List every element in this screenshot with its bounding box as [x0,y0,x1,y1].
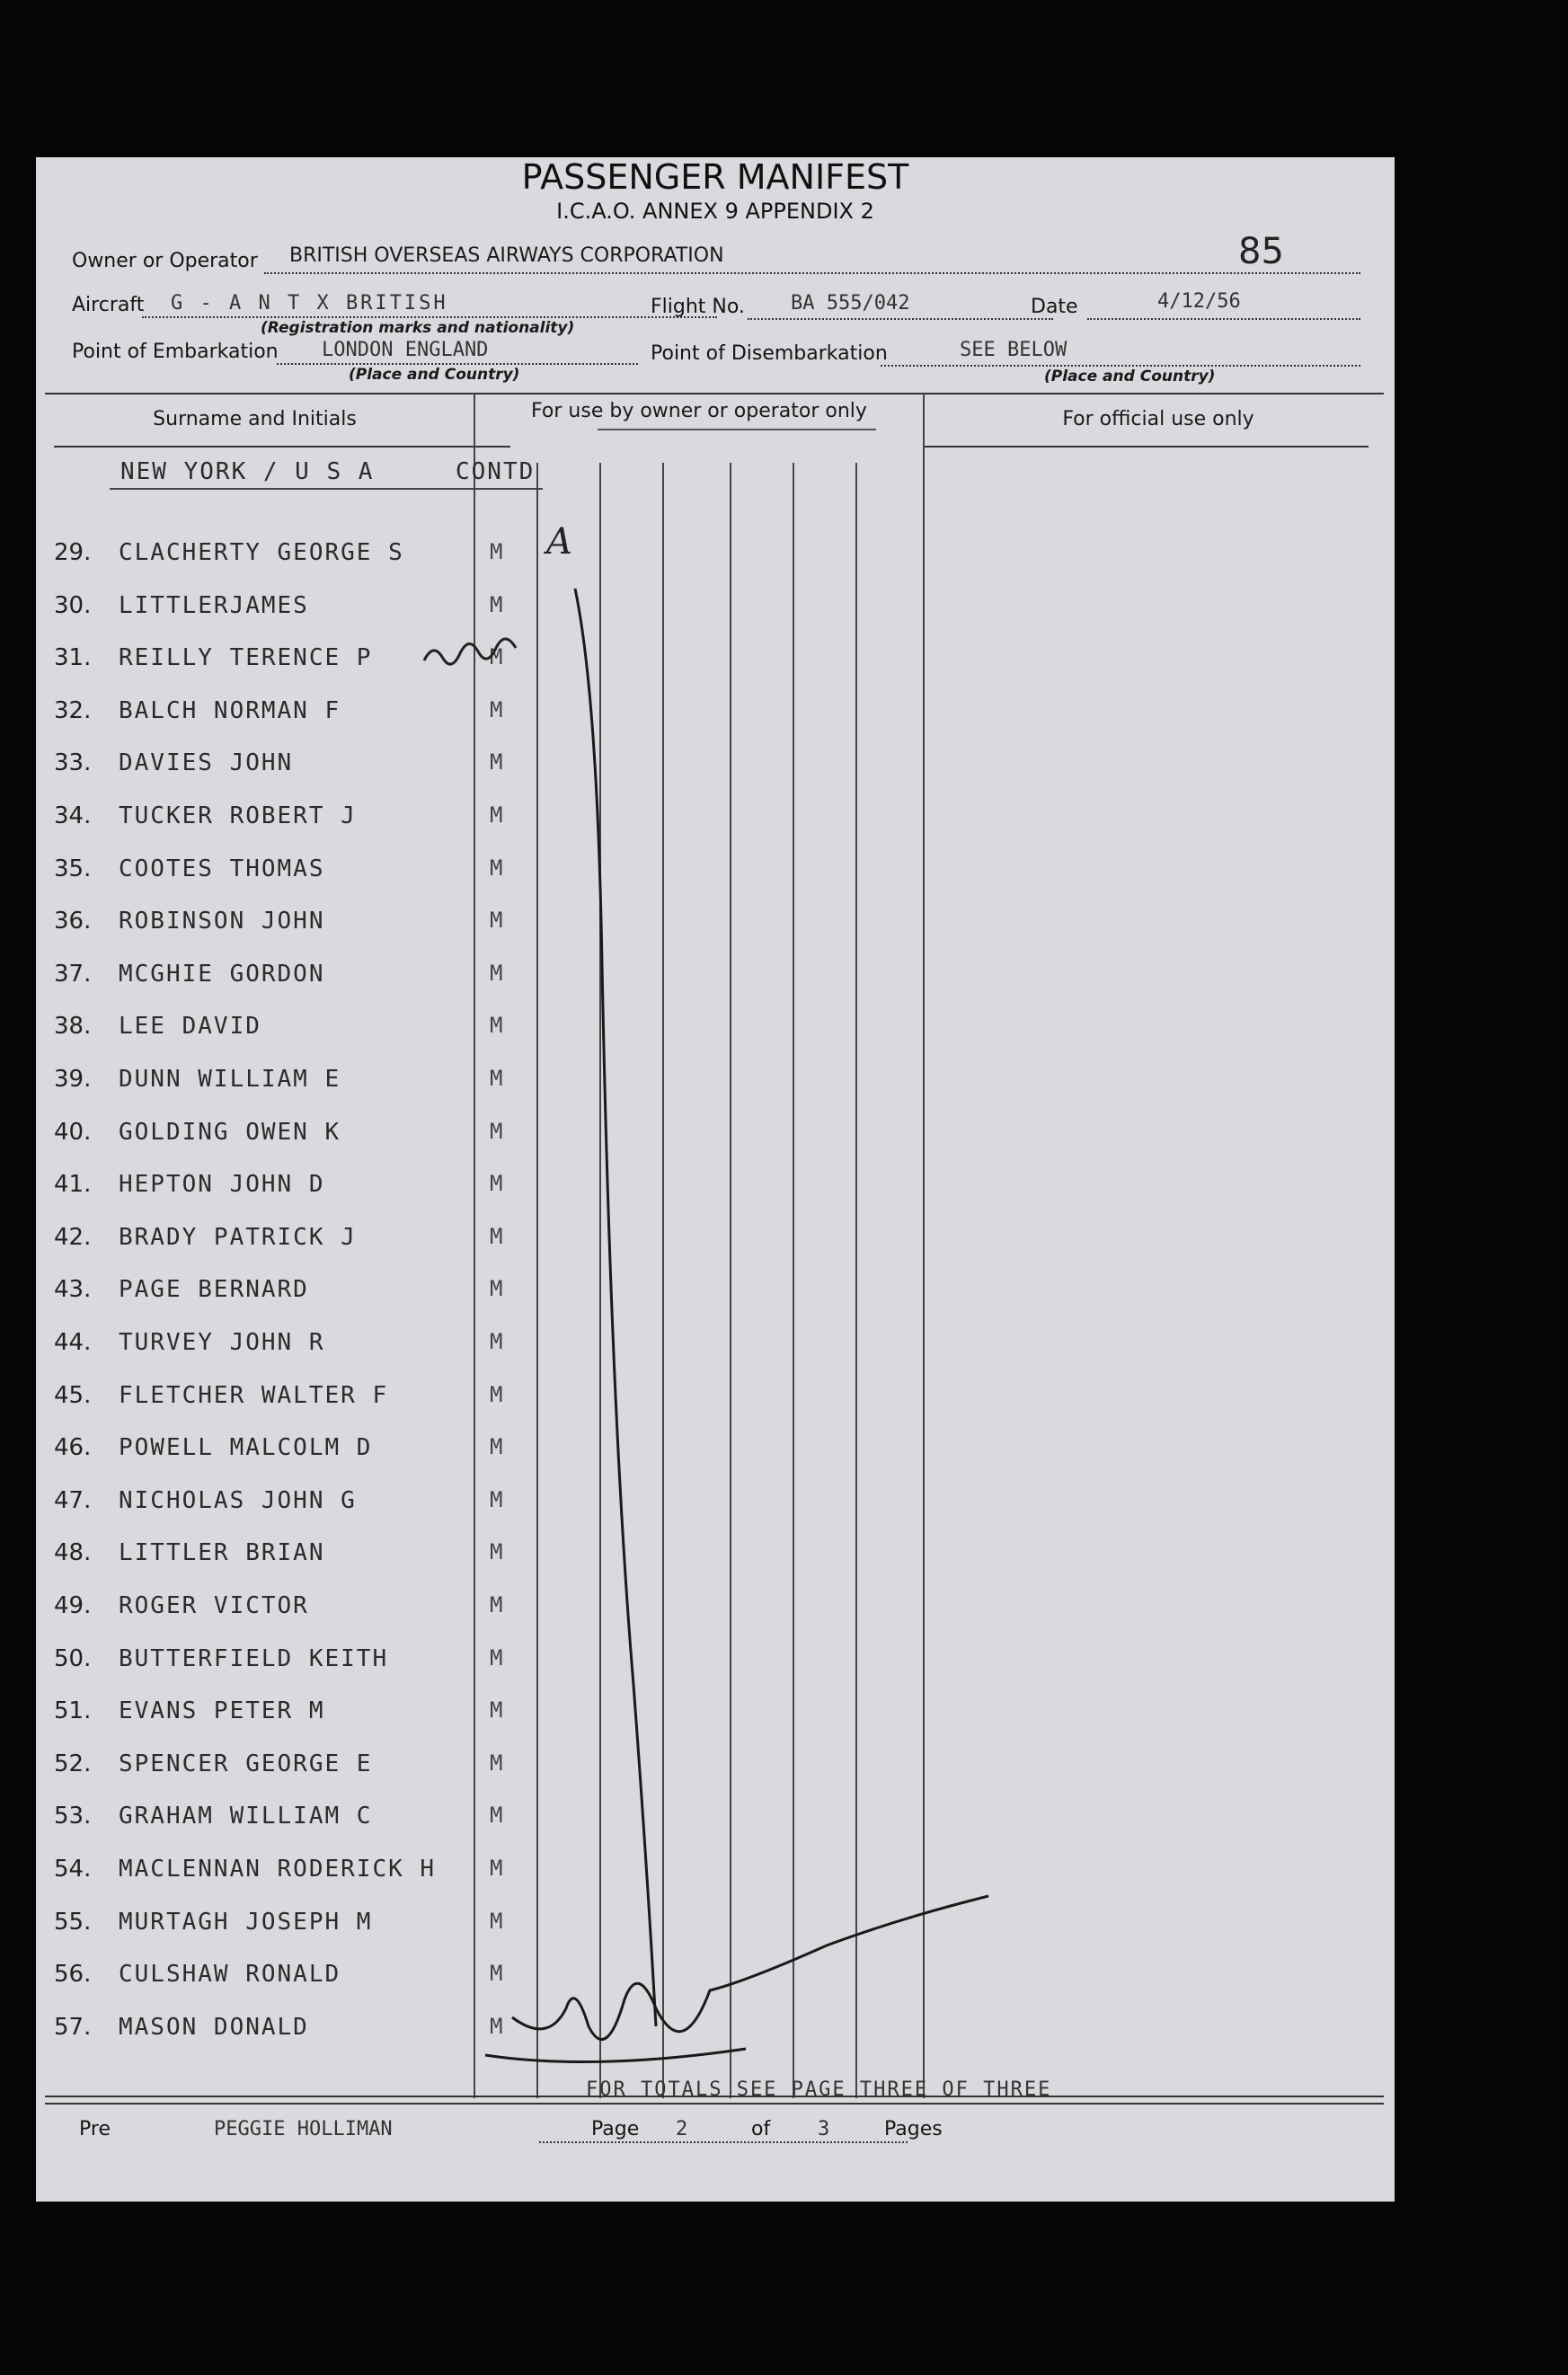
handwritten-mark-a: A [546,521,572,563]
passenger-number: 29. [54,539,92,566]
passenger-name: ROBINSON JOHN [119,908,325,935]
disembarkation-value: SEE BELOW [960,339,1067,361]
page-dotted-line [539,2141,908,2143]
handwritten-strokes [36,157,1395,2202]
pages-label: Pages [884,2118,943,2140]
passenger-number: 54. [54,1856,92,1883]
document-subtitle: I.C.A.O. ANNEX 9 APPENDIX 2 [556,199,874,224]
aircraft-label: Aircraft [72,294,145,316]
passenger-sex: M [490,1644,503,1670]
footer-bottom-rule [45,2103,1384,2105]
passenger-name: EVANS PETER M [119,1697,325,1725]
flight-label: Flight No. [651,296,745,318]
passenger-sex: M [490,1434,503,1460]
of-label: of [751,2118,771,2140]
passenger-name: LITTLERJAMES [119,591,309,619]
passenger-name: GOLDING OWEN K [119,1118,341,1146]
passenger-number: 34. [54,802,92,829]
passenger-name: ROGER VICTOR [119,1592,309,1619]
passenger-number: 51. [54,1697,92,1725]
passenger-sex: M [490,1539,503,1565]
passenger-number: 39. [54,1066,92,1093]
date-label: Date [1031,296,1078,318]
passenger-sex: M [490,1750,503,1776]
document-title: PASSENGER MANIFEST [521,157,909,197]
passenger-sex: M [490,1276,503,1302]
passenger-name: HEPTON JOHN D [119,1171,325,1199]
passenger-sex: M [490,539,503,564]
date-value: 4/12/56 [1157,290,1241,313]
passenger-number: 50. [54,1644,92,1672]
totals-note: FOR TOTALS SEE PAGE THREE OF THREE [586,2078,1052,2101]
passenger-sex: M [490,1803,503,1829]
prepared-by-value: PEGGIE HOLLIMAN [214,2118,393,2140]
column-header-owner-use: For use by owner or operator only [531,400,867,422]
passenger-number: 55. [54,1908,92,1936]
passenger-sex: M [490,1329,503,1354]
passenger-sex: M [490,1223,503,1249]
passenger-sex: M [490,1486,503,1512]
passenger-sex: M [490,1961,503,1987]
flight-value: BA 555/042 [791,292,910,315]
passenger-name: MCGHIE GORDON [119,960,325,988]
passenger-sex: M [490,1381,503,1407]
passenger-sex: M [490,1013,503,1039]
passenger-sex: M [490,1856,503,1881]
passenger-sex: M [490,802,503,828]
owner-label: Owner or Operator [72,250,258,272]
passenger-number: 49. [54,1592,92,1619]
passenger-number: 53. [54,1803,92,1830]
owner-value: BRITISH OVERSEAS AIRWAYS CORPORATION [289,244,724,267]
passenger-sex: M [490,1171,503,1197]
passenger-sex: M [490,1066,503,1091]
passenger-number: 31. [54,644,92,672]
passenger-name: TUCKER ROBERT J [119,802,357,829]
column-header-surname: Surname and Initials [153,408,357,430]
passenger-number: 36. [54,908,92,935]
passenger-sex: M [490,960,503,986]
section-destination: NEW YORK / U S A [120,458,375,485]
passenger-name: LITTLER BRIAN [119,1539,325,1567]
aircraft-value: G - A N T X BRITISH [171,292,448,315]
vertical-pen-line [575,589,656,2026]
passenger-number: 44. [54,1329,92,1356]
embarkation-label: Point of Embarkation [72,341,279,363]
passenger-number: 48. [54,1539,92,1567]
passenger-number: 46. [54,1434,92,1462]
passenger-sex: M [490,696,503,722]
passenger-name: GRAHAM WILLIAM C [119,1803,373,1830]
passenger-sex: M [490,1592,503,1617]
passenger-name: DUNN WILLIAM E [119,1066,341,1093]
passenger-number: 57. [54,2013,92,2041]
signature-underline [485,2049,746,2062]
passenger-sex: M [490,644,503,670]
passenger-sex: M [490,2013,503,2039]
page-label: Page [591,2118,640,2140]
passenger-number: 32. [54,696,92,724]
passenger-number: 56. [54,1961,92,1989]
passenger-number: 42. [54,1223,92,1251]
passenger-number: 40. [54,1118,92,1146]
passenger-name: SPENCER GEORGE E [119,1750,373,1777]
passenger-name: FLETCHER WALTER F [119,1381,389,1409]
passenger-number: 47. [54,1486,92,1514]
embarkation-note: (Place and Country) [349,366,520,384]
disembarkation-label: Point of Disembarkation [651,342,888,365]
passenger-sex: M [490,749,503,775]
passenger-name: DAVIES JOHN [119,749,294,777]
prepared-by-label: Pre [79,2118,111,2140]
passenger-name: MASON DONALD [119,2013,309,2041]
passenger-number: 30. [54,591,92,619]
passenger-name: BRADY PATRICK J [119,1223,357,1251]
passenger-name: PAGE BERNARD [119,1276,309,1304]
passenger-name: TURVEY JOHN R [119,1329,325,1356]
passenger-sex: M [490,1118,503,1144]
passenger-name: CLACHERTY GEORGE S [119,539,404,566]
column-header-official-use: For official use only [1062,408,1254,430]
aircraft-note: (Registration marks and nationality) [261,319,575,337]
passenger-sex: M [490,591,503,617]
passenger-number: 52. [54,1750,92,1777]
manifest-sheet [36,157,1395,2202]
embarkation-value: LONDON ENGLAND [322,339,489,361]
page-number: 85 [1238,231,1284,272]
passenger-name: LEE DAVID [119,1013,261,1041]
signature-scrawl [512,1896,988,2040]
passenger-number: 37. [54,960,92,988]
passenger-name: COOTES THOMAS [119,855,325,882]
passenger-name: CULSHAW RONALD [119,1961,341,1989]
passenger-name: NICHOLAS JOHN G [119,1486,357,1514]
passenger-name: BALCH NORMAN F [119,696,341,724]
disembarkation-note: (Place and Country) [1044,368,1216,385]
section-contd: CONTD [456,458,536,485]
passenger-number: 38. [54,1013,92,1041]
passenger-number: 33. [54,749,92,777]
passenger-name: MURTAGH JOSEPH M [119,1908,373,1936]
passenger-name: REILLY TERENCE P [119,644,373,672]
cross-out-scribble [424,639,516,664]
passenger-sex: M [490,908,503,934]
passenger-number: 35. [54,855,92,882]
passenger-name: BUTTERFIELD KEITH [119,1644,389,1672]
page-current: 2 [676,2118,688,2140]
passenger-name: POWELL MALCOLM D [119,1434,373,1462]
passenger-sex: M [490,1908,503,1934]
passenger-number: 43. [54,1276,92,1304]
passenger-sex: M [490,855,503,881]
page-total: 3 [818,2118,830,2140]
passenger-number: 41. [54,1171,92,1199]
passenger-number: 45. [54,1381,92,1409]
passenger-name: MACLENNAN RODERICK H [119,1856,437,1883]
passenger-sex: M [490,1697,503,1724]
